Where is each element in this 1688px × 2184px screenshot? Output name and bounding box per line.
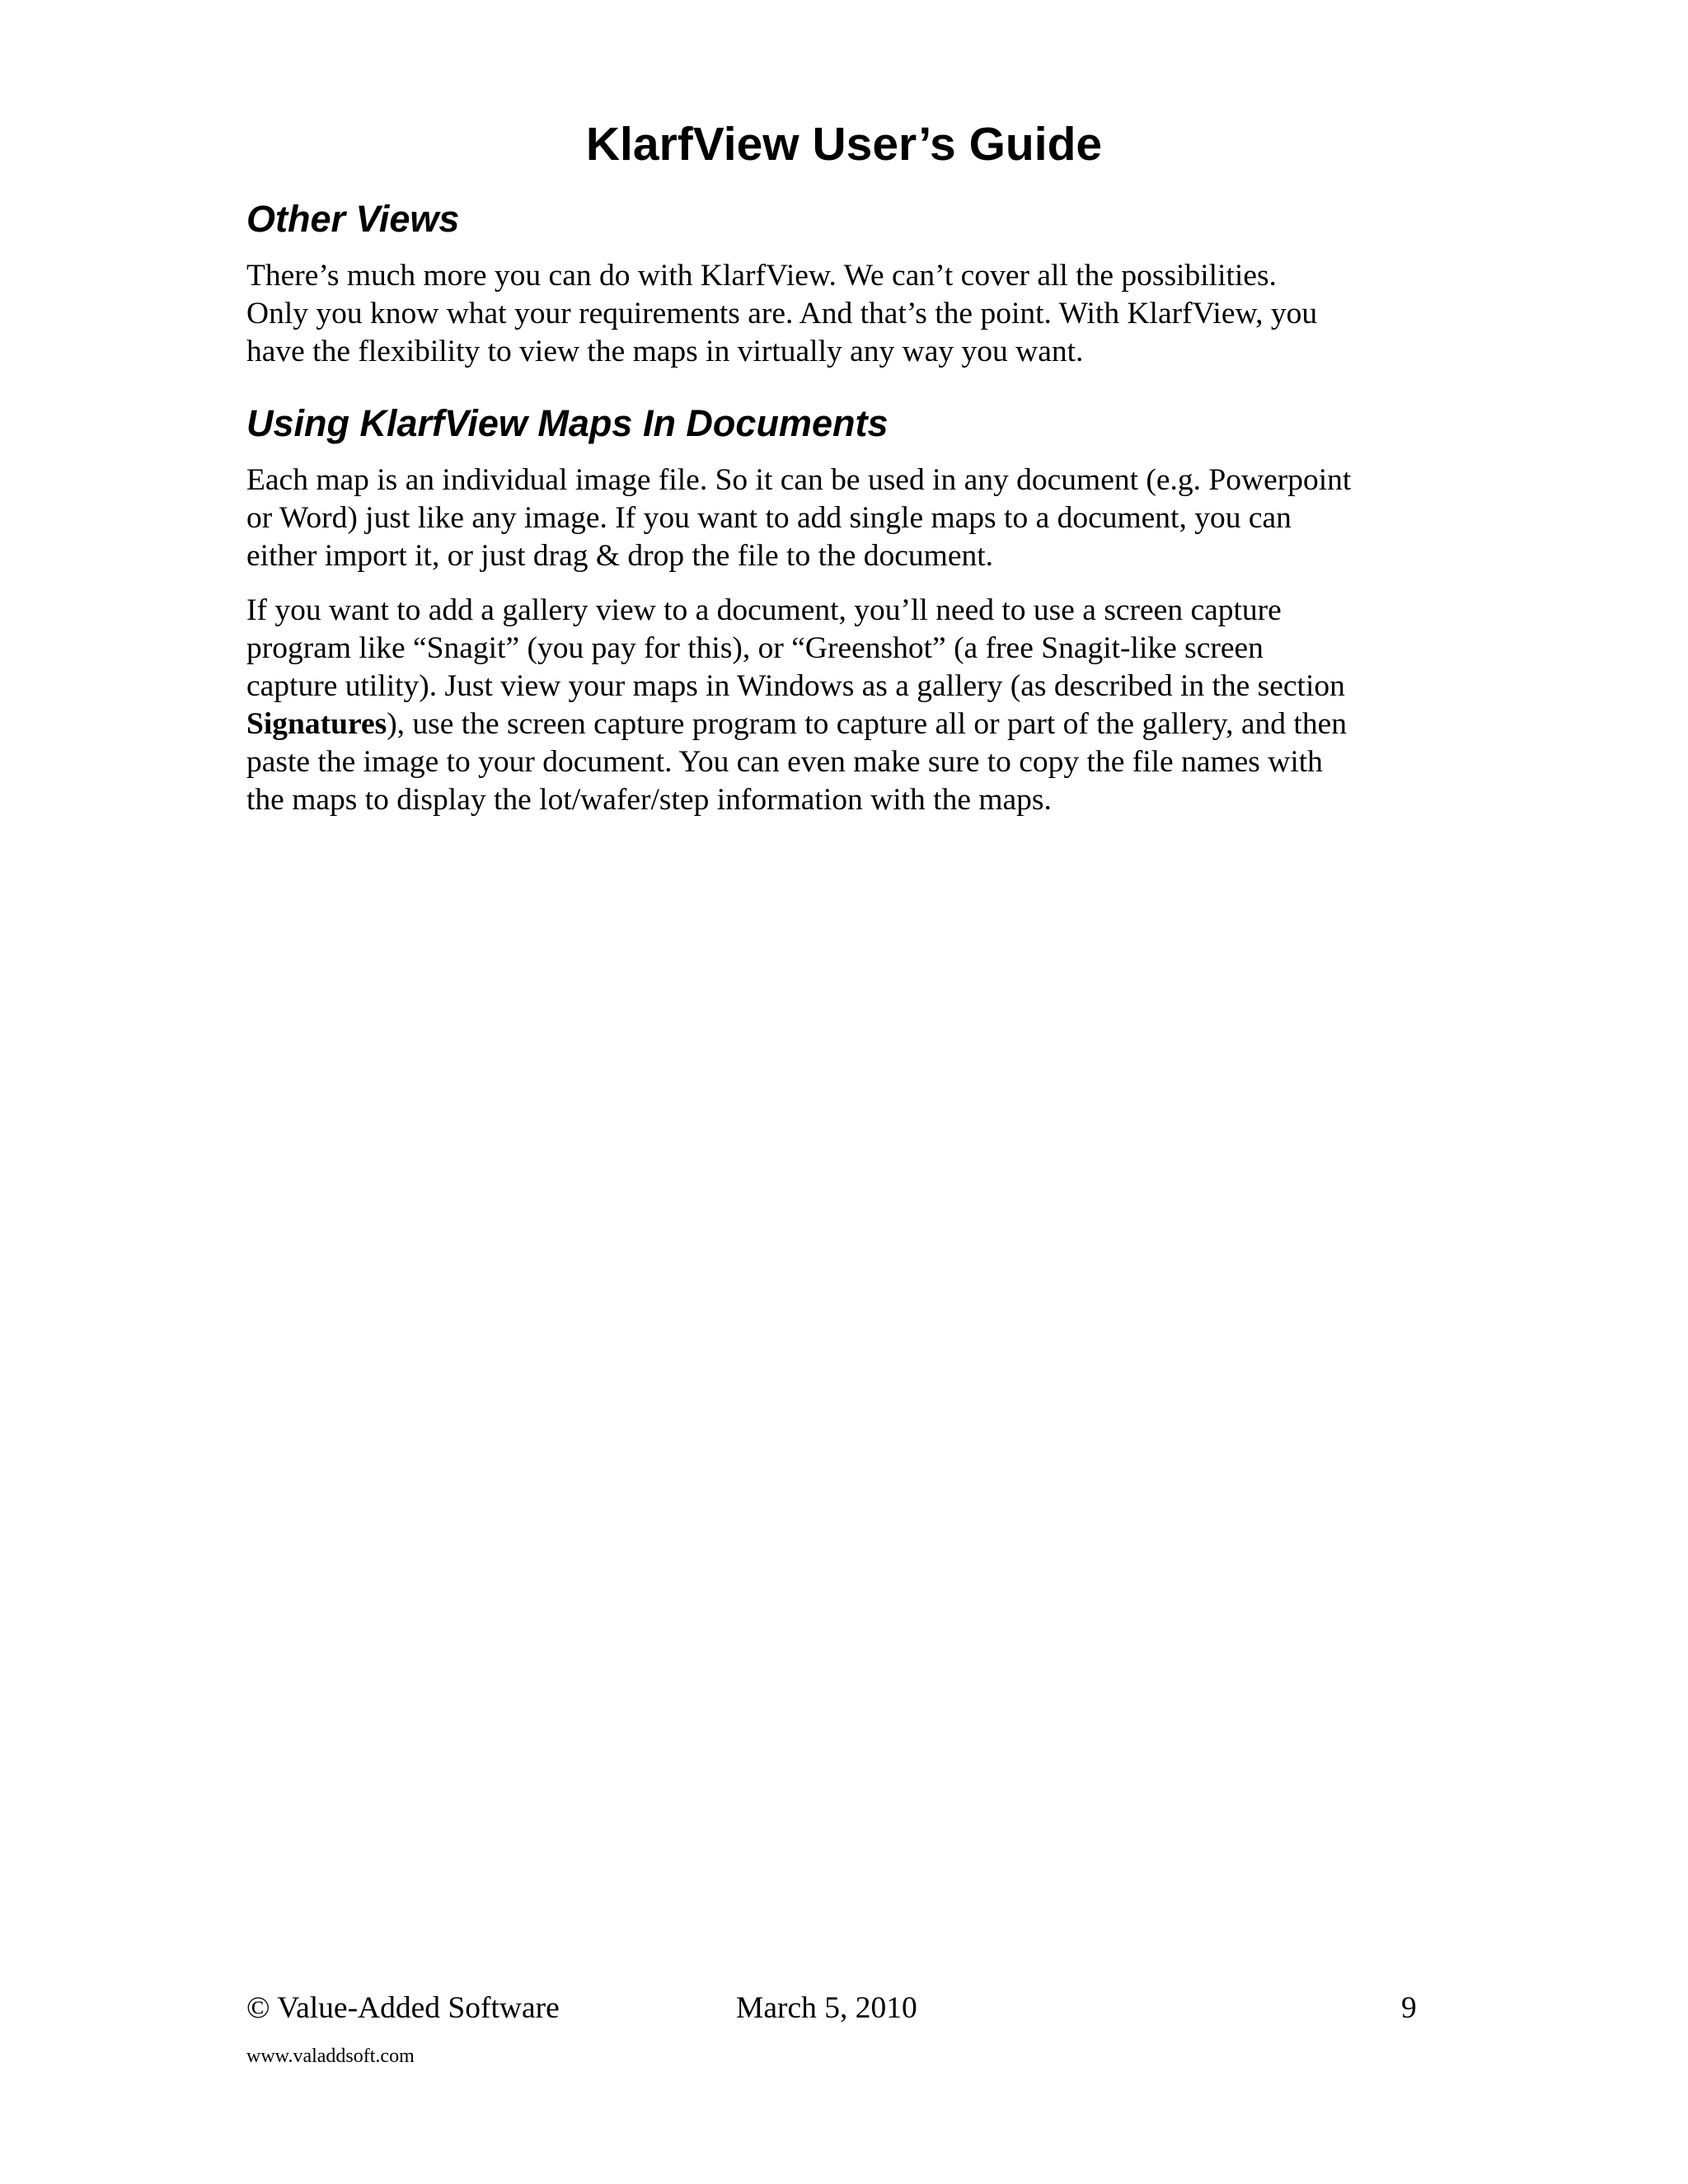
signatures-section-reference: Signatures <box>246 707 387 741</box>
text-line: have the flexibility to view the maps in virtually any way you want. <box>246 335 1084 368</box>
paragraph-gallery-view <box>246 592 1450 819</box>
text-fragment: ), use the screen capture program to capture all or part of the gallery, and then <box>387 707 1347 741</box>
text-line: Only you know what your requirements are. And that’s the point. With KlarfView, you <box>246 297 1318 330</box>
text-line: capture utility). Just view your maps in Windows as a gallery (as described in the section <box>246 669 1345 703</box>
section-heading-other-views: Other Views <box>246 198 460 240</box>
section-heading-using-maps-in-documents: Using KlarfView Maps In Documents <box>246 402 889 444</box>
text-line: There’s much more you can do with KlarfView. We can’t cover all the possibilities. <box>246 259 1277 293</box>
text-line: Each map is an individual image file. So it can be used in any document (e.g. Powerpoint <box>246 463 1352 497</box>
text-line: or Word) just like any image. If you want to add single maps to a document, you can <box>246 501 1292 535</box>
footer-page-number: 9 <box>1401 1991 1417 2025</box>
paragraph-other-views <box>246 257 1450 371</box>
text-line: paste the image to your document. You can even make sure to copy the file names with <box>246 745 1323 779</box>
footer-date: March 5, 2010 <box>736 1991 917 2025</box>
text-line <box>246 705 1450 743</box>
text-line: program like “Snagit” (you pay for this), or “Greenshot” (a free Snagit-like screen <box>246 631 1264 665</box>
text-line: If you want to add a gallery view to a document, you’ll need to use a screen capture <box>246 593 1282 627</box>
document-title: KlarfView User’s Guide <box>585 118 1103 171</box>
paragraph-individual-image-file <box>246 462 1450 575</box>
text-line: the maps to display the lot/wafer/step information with the maps. <box>246 783 1052 817</box>
footer-website: www.valaddsoft.com <box>246 2046 415 2067</box>
text-line: either import it, or just drag & drop the file to the document. <box>246 539 994 573</box>
footer-copyright: © Value-Added Software <box>246 1991 560 2025</box>
